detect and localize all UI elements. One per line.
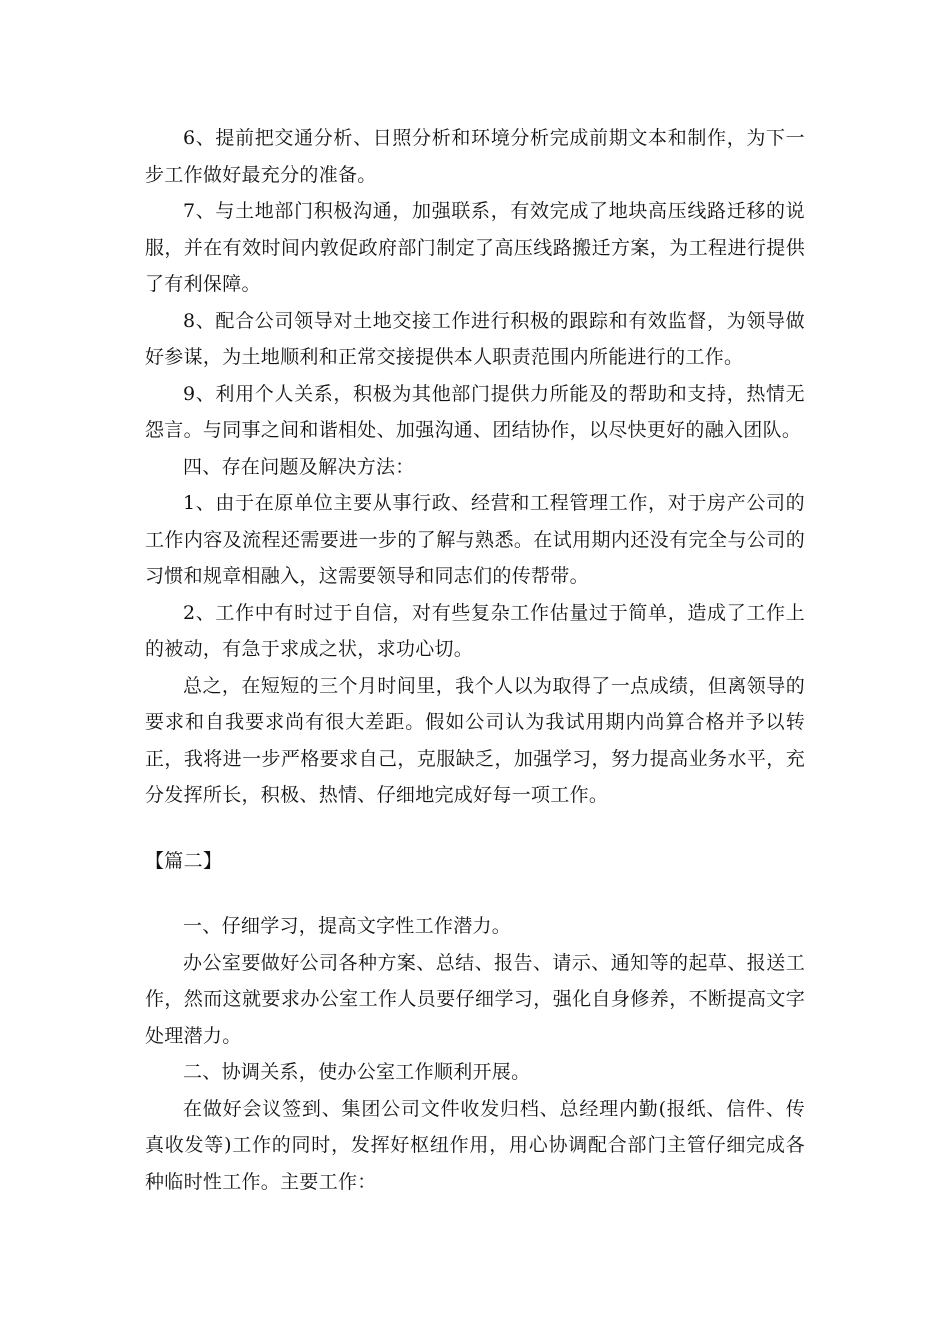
paragraph-item-9: 9、利用个人关系，积极为其他部门提供力所能及的帮助和支持，热情无怨言。与同事之间和谐相处、加强沟通、团结协作，以尽快更好的融入团队。: [145, 382, 805, 441]
section-spacer: [145, 879, 805, 908]
paragraph-item-8: 8、配合公司领导对土地交接工作进行积极的跟踪和有效监督，为领导做好参谋，为土地顺利和正常交接提供本人职责范围内所能进行的工作。: [145, 309, 805, 368]
heading-problems-solutions: 四、存在问题及解决方法：: [183, 455, 415, 478]
paragraph-item-6: 6、提前把交通分析、日照分析和环境分析完成前期文本和制作，为下一步工作做好最充分的准备。: [145, 127, 805, 186]
heading-study: 一、仔细学习，提高文字性工作潜力。: [183, 915, 512, 937]
document-body: [145, 120, 805, 1200]
heading-coordination: 二、协调关系，使办公室工作顺利开展。: [183, 1061, 531, 1083]
paragraph-problem-1: 1、由于在原单位主要从事行政、经营和工程管理工作，对于房产公司的工作内容及流程还需要进一步的了解与熟悉。在试用期内还没有完全与公司的习惯和规章相融入，这需要领导和同志们的传帮带。: [145, 492, 805, 587]
paragraph-conclusion: 总之，在短短的三个月时间里，我个人以为取得了一点成绩，但离领导的要求和自我要求尚有很大差距。假如公司认为我试用期内尚算合格并予以转正，我将进一步严格要求自己，克服缺乏，加强学习，努力提高业务水平，充分发挥所长，积极、热情、仔细地完成好每一项工作。: [145, 674, 805, 806]
paragraph-coordination: 在做好会议签到、集团公司文件收发归档、总经理内勤(报纸、信件、传真收发等)工作的同时，发挥好枢纽作用，用心协调配合部门主管仔细完成各种临时性工作。主要工作：: [145, 1097, 805, 1193]
paragraph-problem-2: 2、工作中有时过于自信，对有些复杂工作估量过于简单，造成了工作上的被动，有急于求成之状，求功心切。: [145, 601, 805, 660]
paragraph-item-7: 7、与土地部门积极沟通，加强联系，有效完成了地块高压线路迁移的说服，并在有效时间内敦促政府部门制定了高压线路搬迁方案，为工程进行提供了有利保障。: [145, 200, 805, 295]
section-title: 【篇二】: [145, 849, 223, 872]
paragraph-study: 办公室要做好公司各种方案、总结、报告、请示、通知等的起草、报送工作，然而这就要求办公室工作人员要仔细学习，强化自身修养，不断提高文字处理潜力。: [145, 951, 805, 1047]
